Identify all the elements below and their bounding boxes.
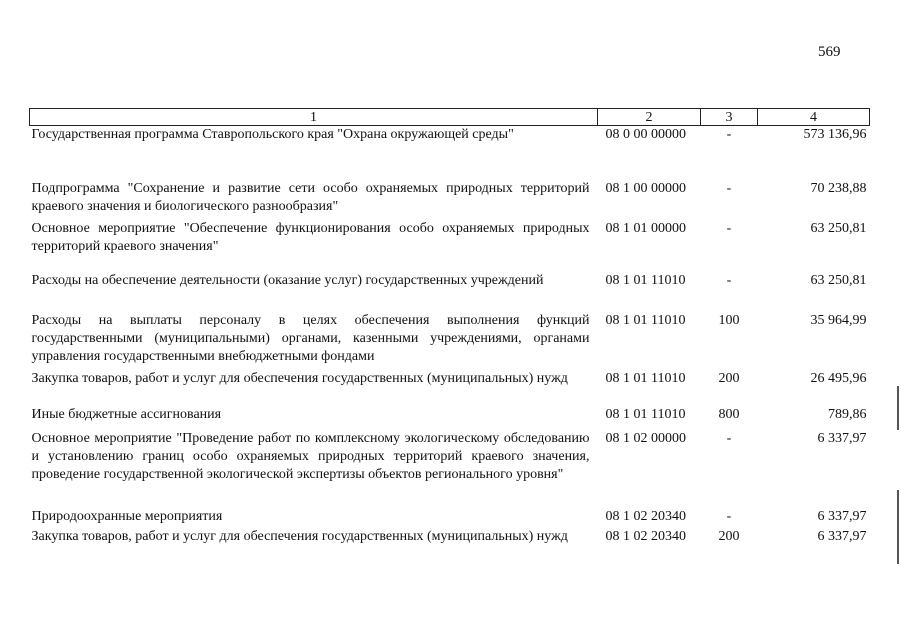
header-col-2: 2 [598, 109, 701, 126]
row-code: 08 1 02 20340 [605, 508, 686, 524]
table-row [30, 430, 870, 508]
row-name: Иные бюджетные ассигнования [31, 406, 222, 422]
row-code: 08 1 02 00000 [605, 430, 686, 446]
table-row [30, 370, 870, 406]
row-name: Государственная программа Ставропольского края "Охрана окружающей среды" [31, 127, 514, 142]
scan-edge-mark [897, 490, 899, 564]
header-col-1: 1 [30, 109, 598, 126]
row-code: 08 1 01 11010 [605, 312, 686, 328]
row-type: - [726, 508, 732, 524]
table-row [30, 528, 870, 564]
row-amount: 6 337,97 [817, 508, 867, 524]
row-code: 08 1 01 11010 [605, 272, 686, 288]
row-type: - [726, 272, 732, 288]
table-row [30, 272, 870, 312]
row-name: Природоохранные мероприятия [31, 508, 223, 524]
row-type: - [726, 220, 732, 236]
row-name: Подпрограмма "Сохранение и развитие сети особо охраняемых природных территорий краевого значения и биологического разнообразия" [31, 180, 590, 214]
header-col-3: 3 [701, 109, 758, 126]
scan-edge-mark [897, 386, 899, 430]
row-amount: 6 337,97 [817, 528, 867, 544]
row-code: 08 0 00 00000 [605, 127, 686, 142]
row-code: 08 1 01 00000 [605, 220, 686, 236]
row-name: Расходы на выплаты персоналу в целях обеспечения выполнения функций государственными (муниципальными) органами, казенными учреждениями, органами управления государственными внебюджетными фондами [31, 312, 590, 364]
row-type: 100 [718, 312, 740, 328]
row-amount: 70 238,88 [810, 180, 867, 196]
page-number: 569 [818, 44, 841, 60]
table-row [30, 508, 870, 528]
row-name: Расходы на обеспечение деятельности (оказание услуг) государственных учреждений [31, 272, 544, 288]
row-amount: 35 964,99 [810, 312, 867, 328]
table-row [30, 126, 870, 180]
row-code: 08 1 00 00000 [605, 180, 686, 196]
row-type: - [726, 127, 732, 142]
table-row [30, 312, 870, 370]
row-type: 200 [718, 370, 740, 386]
row-amount: 789,86 [828, 406, 867, 422]
row-amount: 63 250,81 [810, 220, 867, 236]
row-name: Закупка товаров, работ и услуг для обеспечения государственных (муниципальных) нужд [31, 528, 568, 544]
row-amount: 6 337,97 [817, 430, 867, 446]
row-amount: 63 250,81 [810, 272, 867, 288]
row-type: 800 [718, 406, 740, 422]
row-type: - [726, 180, 732, 196]
table-row [30, 180, 870, 220]
row-type: - [726, 430, 732, 446]
header-row [30, 109, 870, 126]
row-name: Основное мероприятие "Обеспечение функционирования особо охраняемых природных территорий краевого значения" [31, 220, 590, 254]
row-amount: 26 495,96 [810, 370, 867, 386]
header-col-4: 4 [758, 109, 870, 126]
row-code: 08 1 02 20340 [605, 528, 686, 544]
row-code: 08 1 01 11010 [605, 406, 686, 422]
table-row [30, 406, 870, 430]
row-type: 200 [718, 528, 740, 544]
table-row [30, 220, 870, 272]
row-amount: 573 136,96 [803, 127, 867, 142]
row-code: 08 1 01 11010 [605, 370, 686, 386]
row-name: Основное мероприятие "Проведение работ по комплексному экологическому обследованию и установлению границ особо охраняемых природных территорий краевого значения, проведение государственной экологической экспертизы объектов регионального уровня" [31, 430, 590, 482]
row-name: Закупка товаров, работ и услуг для обеспечения государственных (муниципальных) нужд [31, 370, 568, 386]
budget-table [29, 108, 870, 564]
